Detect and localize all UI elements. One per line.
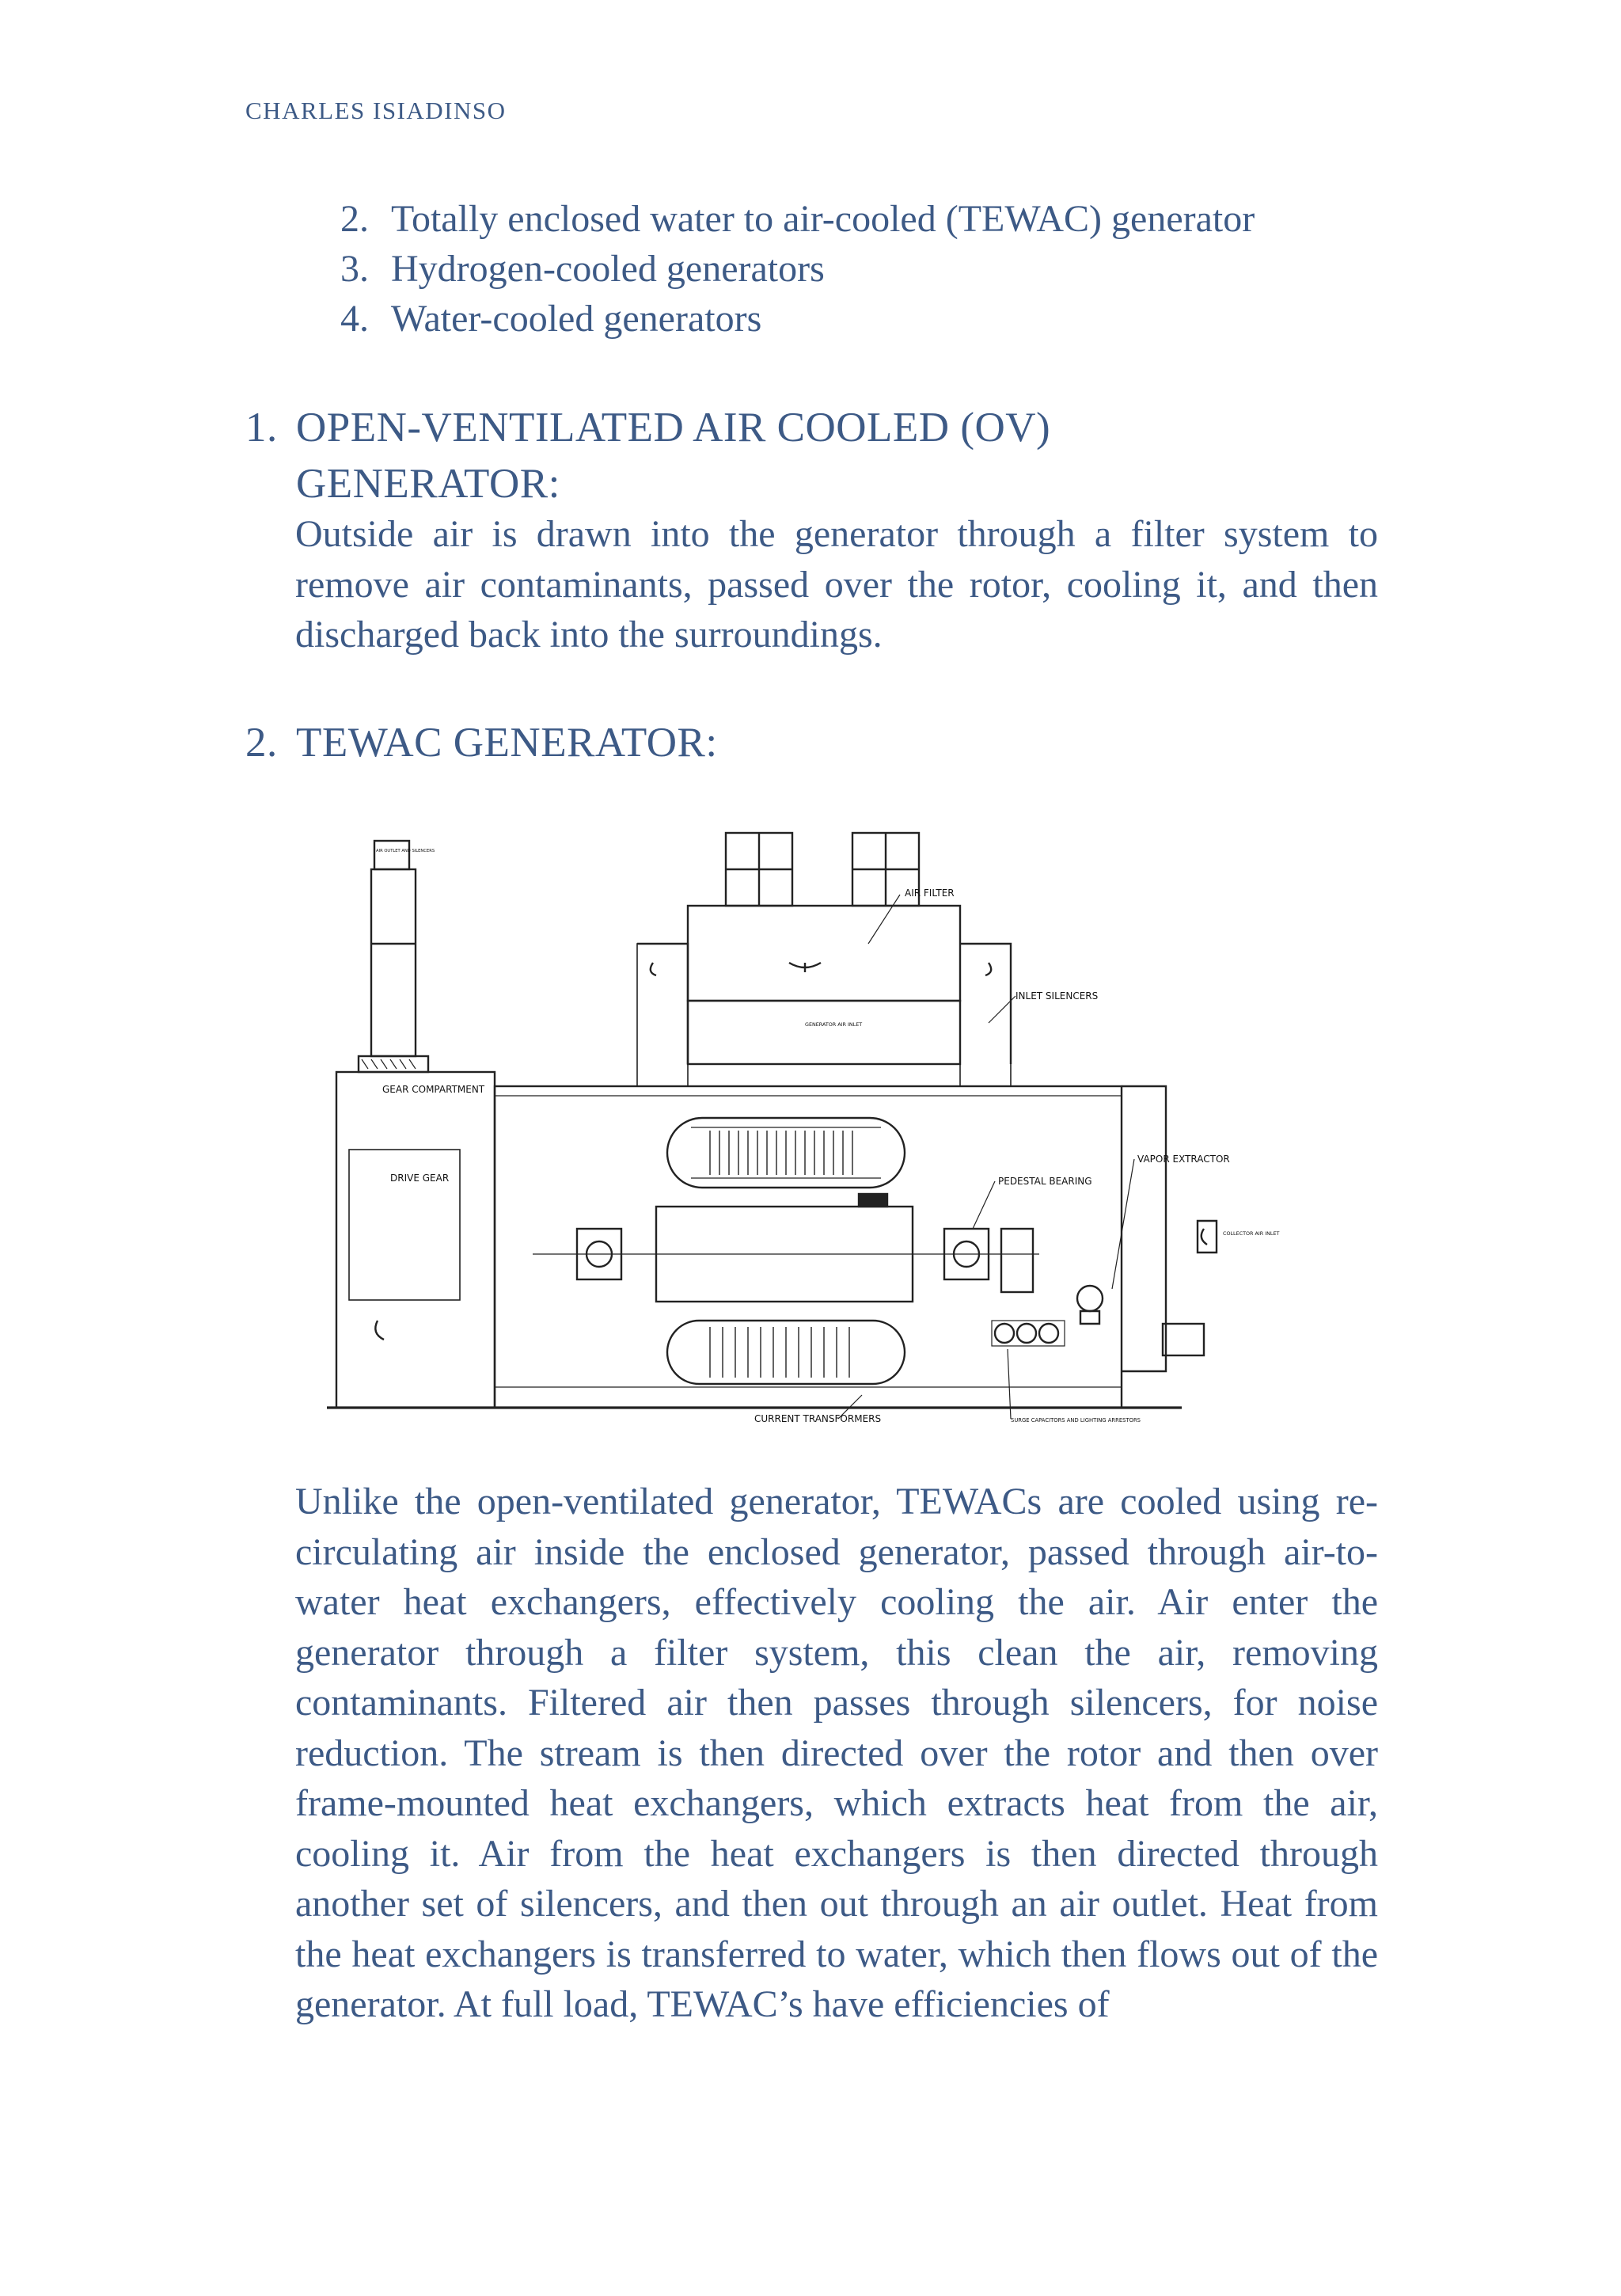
gear-compartment-label: GEAR COMPARTMENT — [382, 1084, 485, 1095]
cooling-types-list — [340, 194, 1255, 344]
list-number: 2. — [340, 198, 369, 240]
generator-air-inlet-label: GENERATOR AIR INLET — [805, 1021, 863, 1028]
drive-gear-label: DRIVE GEAR — [390, 1173, 450, 1184]
section-number: 2. — [245, 720, 278, 766]
running-header-author: CHARLES ISIADINSO — [245, 97, 507, 124]
current-transformers-label: CURRENT TRANSFORMERS — [754, 1413, 882, 1424]
section-title: TEWAC GENERATOR: — [296, 720, 718, 766]
collector-air-inlet-label: COLLECTOR AIR INLET — [1223, 1230, 1280, 1237]
vapor-extractor-label: VAPOR EXTRACTOR — [1137, 1154, 1230, 1165]
section-heading-ov — [245, 400, 1050, 512]
list-item — [340, 244, 1255, 294]
list-number: 3. — [340, 248, 369, 290]
gear-compartment — [336, 1072, 495, 1408]
air-outlet-box — [374, 841, 409, 869]
list-number: 4. — [340, 298, 369, 340]
tewac-paragraph-text: Unlike the open-ventilated generator, TEWACs are cooled using re-circulating air inside the enclosed generator, passed through air-to-water heat exchangers, effectively cooling the air. Air enter the generator through a filter system, this clean the air, removing contaminants. Filtered air then passes through silencers, for noise reduction. The stream is then directed over the rotor and then over frame-mounted heat exchangers, which extracts heat from the air, cooling it. Air from the heat exchangers is then directed through another set of silencers, and then out through an air outlet. Heat from the heat exchangers is transferred to water, which then flows out of the generator. At full load, TEWAC’s have efficiencies of — [295, 1481, 1378, 2025]
list-item — [340, 294, 1255, 344]
surge-capacitors-label: SURGE CAPACITORS AND LIGHTING ARRESTORS — [1011, 1417, 1141, 1424]
tewac-diagram — [295, 785, 1308, 1458]
section-title-line1: OPEN-VENTILATED AIR COOLED (OV) — [296, 405, 1051, 450]
air-outlet-label: AIR OUTLET AND SILENCERS — [376, 849, 435, 853]
list-text: Hydrogen-cooled generators — [391, 248, 825, 290]
air-filter-label: AIR FILTER — [905, 888, 955, 899]
section-title-line2: GENERATOR: — [296, 461, 560, 507]
list-text: Totally enclosed water to air-cooled (TEWAC) generator — [391, 198, 1255, 240]
list-text: Water-cooled generators — [391, 298, 762, 340]
section-number: 1. — [245, 405, 278, 450]
inlet-silencers-label: INLET SILENCERS — [1015, 990, 1099, 1002]
list-item — [340, 194, 1255, 244]
ov-paragraph: Outside air is drawn into the generator through a filter system to remove air contaminants, passed over the rotor, cooling it, and then discharged back into the surroundings. — [295, 513, 1378, 656]
pedestal-bearing-label: PEDESTAL BEARING — [998, 1176, 1092, 1187]
section-heading-tewac — [245, 715, 718, 771]
tewac-paragraph — [295, 1477, 1378, 2030]
